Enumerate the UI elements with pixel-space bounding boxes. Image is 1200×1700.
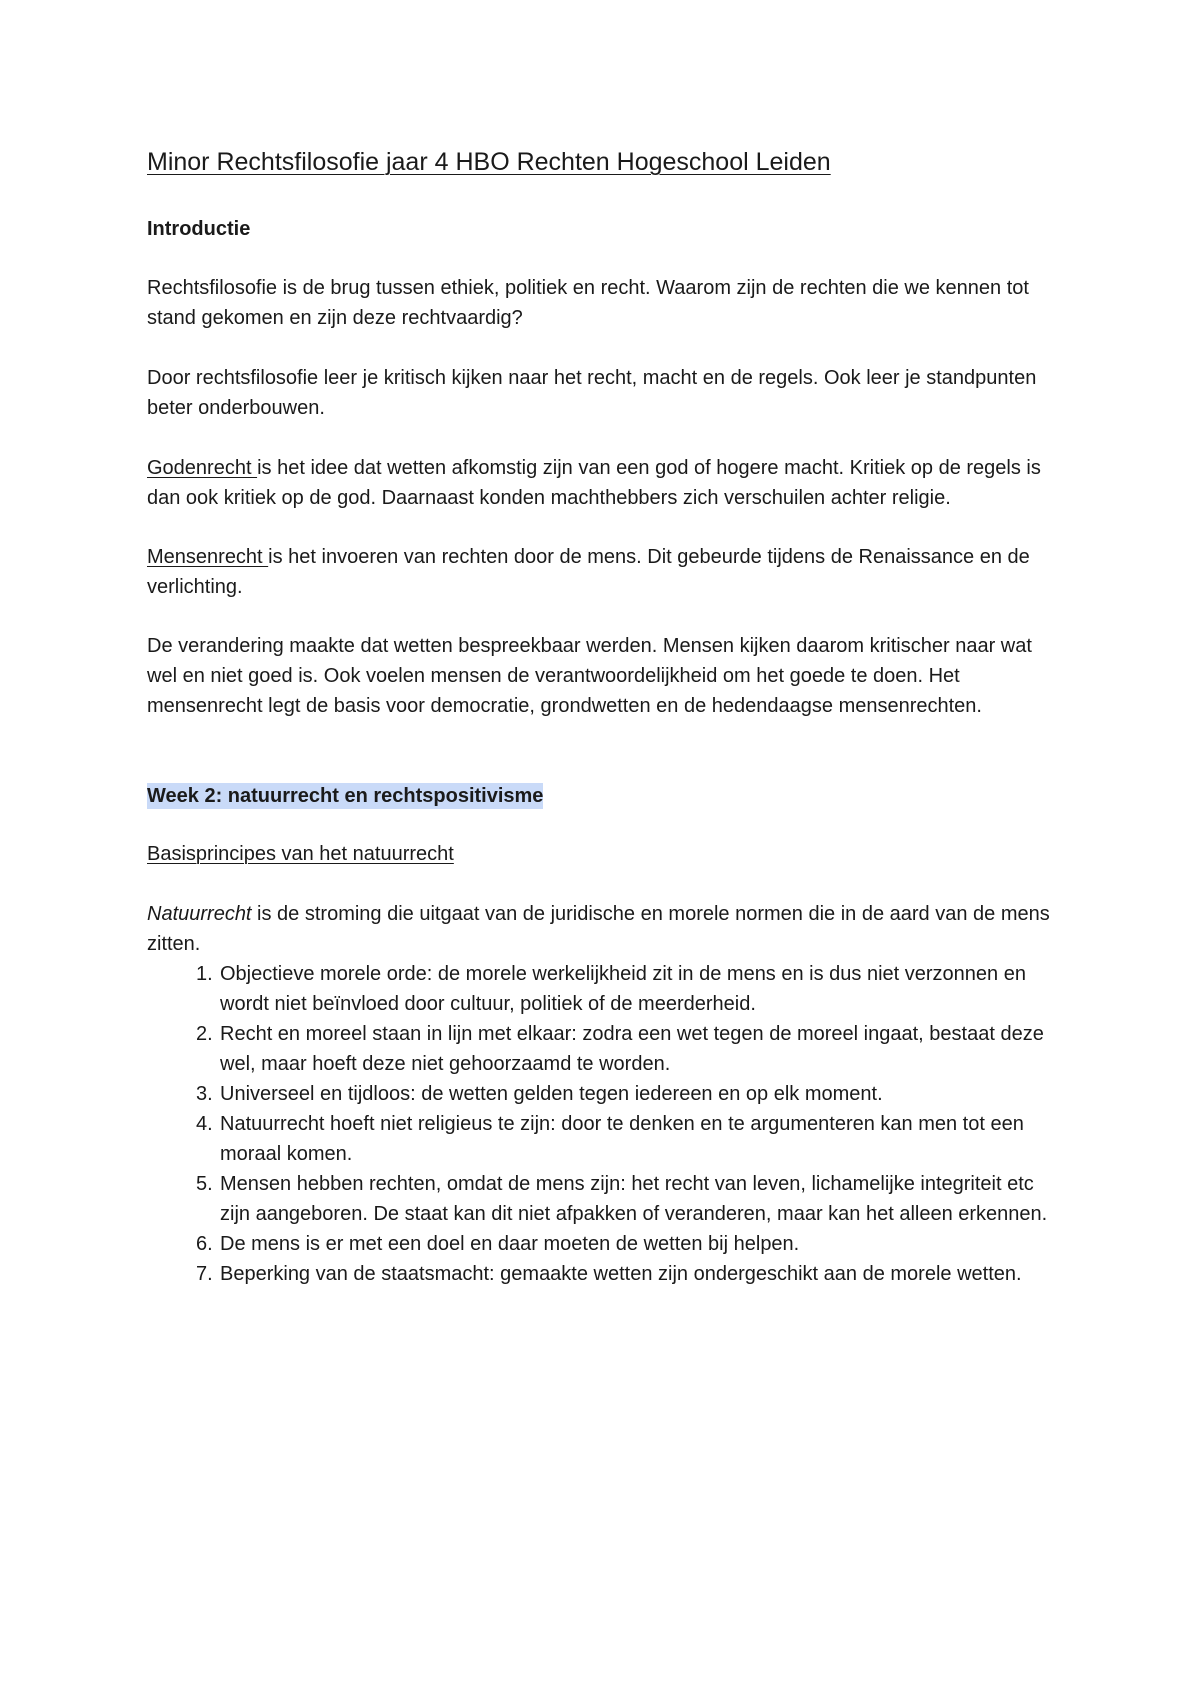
list-item-number: 2. — [196, 1023, 213, 1045]
list-item-number: 6. — [196, 1233, 213, 1255]
list-item-text: Mensen hebben rechten, omdat de mens zijn: het recht van leven, lichamelijke integriteit etc zijn aangeboren. De staat kan dit niet afpakken of veranderen, maar kan het alleen erkennen. — [220, 1173, 1048, 1225]
term-godenrecht: Godenrecht — [147, 457, 258, 479]
intro-paragraph-1: Rechtsfilosofie is de brug tussen ethiek, politiek en recht. Waarom zijn de rechten die we kennen tot stand gekomen en zijn deze rechtvaardig? — [147, 277, 1029, 329]
list-item — [147, 1169, 1067, 1229]
document-title-text: Minor Rechtsfilosofie jaar 4 HBO Rechten Hogeschool Leiden — [147, 148, 831, 176]
list-item-text: Objectieve morele orde: de morele werkelijkheid zit in de mens en is dus niet verzonnen en wordt niet beïnvloed door cultuur, politiek of de meerderheid. — [220, 963, 1026, 1015]
intro-paragraph-2: Door rechtsfilosofie leer je kritisch kijken naar het recht, macht en de regels. Ook leer je standpunten beter onderbouwen. — [147, 367, 1037, 419]
week2-heading — [147, 781, 1067, 811]
list-item — [147, 1259, 1067, 1289]
list-item — [147, 1109, 1067, 1169]
term-natuurrecht: Natuurrecht — [147, 903, 252, 925]
list-item-number: 4. — [196, 1113, 213, 1135]
intro-paragraph-godenrecht — [147, 453, 1067, 513]
week2-subheading-text: Basisprincipes van het natuurrecht — [147, 843, 454, 865]
list-item-number: 1. — [196, 963, 213, 985]
godenrecht-text: is het idee dat wetten afkomstig zijn van een god of hogere macht. Kritiek op de regels is dan ook kritiek op de god. Daarnaast konden machthebbers zich verschuilen achter religie. — [147, 457, 1041, 509]
list-item-text: Natuurrecht hoeft niet religieus te zijn: door te denken en te argumenteren kan men tot een moraal komen. — [220, 1113, 1024, 1165]
list-item-number: 5. — [196, 1173, 213, 1195]
document-title — [147, 145, 1067, 179]
document-page — [147, 145, 1067, 1289]
mensenrecht-text: is het invoeren van rechten door de mens. Dit gebeurde tijdens de Renaissance en de verlichting. — [147, 546, 1030, 598]
list-item-text: De mens is er met een doel en daar moeten de wetten bij helpen. — [220, 1233, 800, 1255]
intro-paragraph-5: De verandering maakte dat wetten bespreekbaar werden. Mensen kijken daarom kritischer naar wat wel en niet goed is. Ook voelen mensen de verantwoordelijkheid om het goede te doen. Het mensenrecht legt de basis voor democratie, grondwetten en de hedendaagse mensenrechten. — [147, 635, 1032, 717]
intro-heading: Introductie — [147, 218, 251, 240]
list-item-text: Universeel en tijdloos: de wetten gelden tegen iedereen en op elk moment. — [220, 1083, 883, 1105]
week2-subheading — [147, 839, 1067, 869]
natuurrecht-definition — [147, 899, 1067, 959]
intro-paragraph-mensenrecht — [147, 542, 1067, 602]
week2-heading-text: Week 2: natuurrecht en rechtspositivisme — [147, 785, 544, 807]
list-item — [147, 959, 1067, 1019]
list-item — [147, 1019, 1067, 1079]
list-item — [147, 1079, 1067, 1109]
natuurrecht-definition-text: is de stroming die uitgaat van de juridische en morele normen die in de aard van de mens zitten. — [147, 903, 1050, 955]
term-mensenrecht: Mensenrecht — [147, 546, 269, 568]
list-item-number: 3. — [196, 1083, 213, 1105]
list-item-text: Beperking van de staatsmacht: gemaakte wetten zijn ondergeschikt aan de morele wetten. — [220, 1263, 1022, 1285]
list-item-number: 7. — [196, 1263, 213, 1285]
list-item — [147, 1229, 1067, 1259]
list-item-text: Recht en moreel staan in lijn met elkaar: zodra een wet tegen de moreel ingaat, bestaat deze wel, maar hoeft deze niet gehoorzaamd te worden. — [220, 1023, 1044, 1075]
principles-list — [147, 959, 1067, 1289]
